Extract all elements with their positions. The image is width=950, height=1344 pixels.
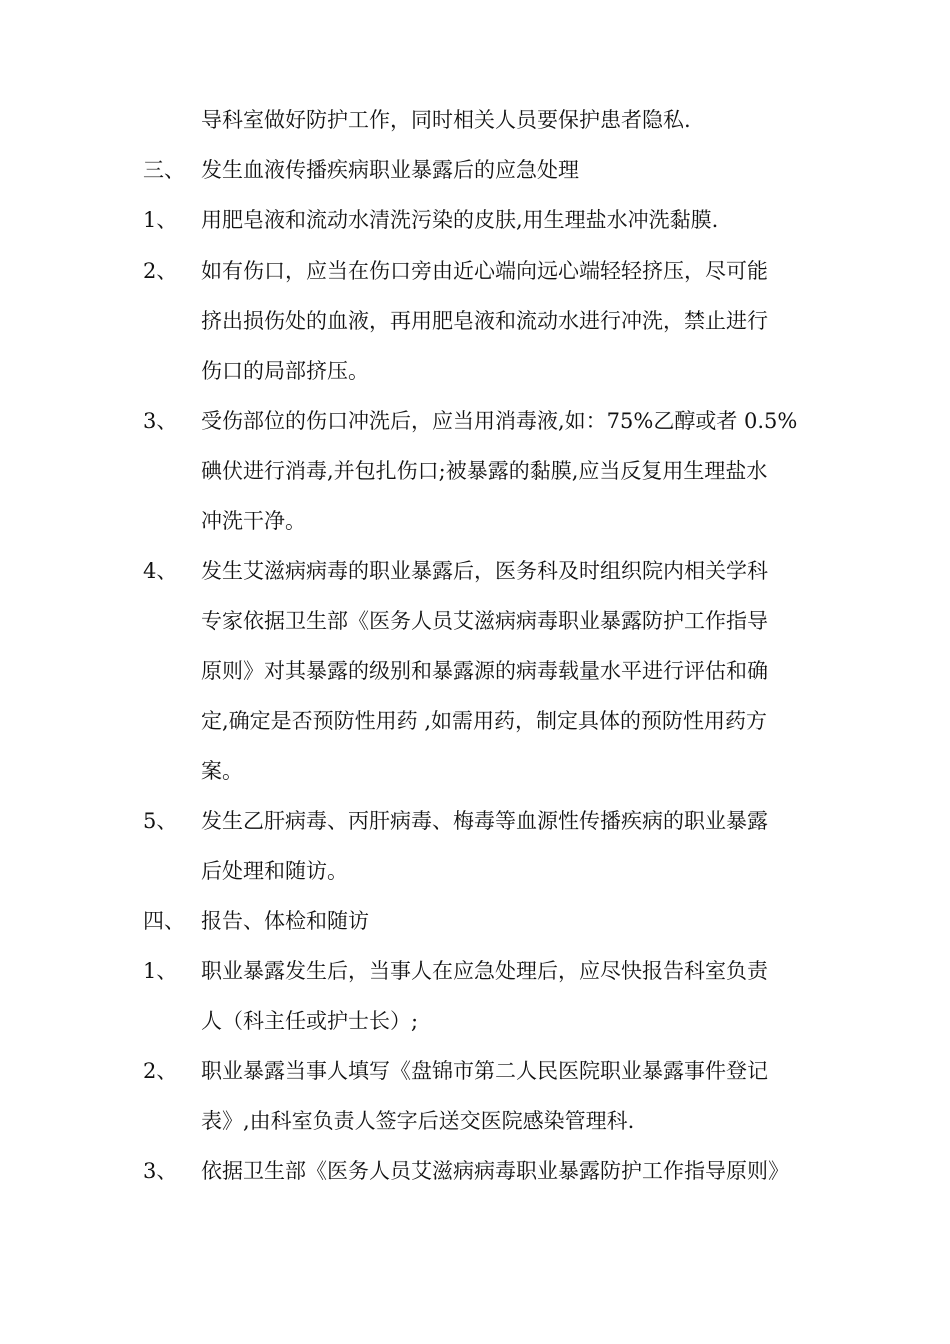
- list-marker: [143, 601, 203, 641]
- list-marker: [143, 851, 203, 891]
- list-item: [0, 551, 950, 591]
- list-item: [0, 251, 950, 291]
- list-item: [0, 200, 950, 240]
- list-marker: [143, 1101, 203, 1141]
- list-marker: 2、: [143, 259, 178, 283]
- list-item: [0, 1151, 950, 1191]
- section-heading: [0, 901, 950, 941]
- list-marker: [143, 751, 203, 791]
- list-marker: [143, 651, 203, 691]
- line-text: 案。: [201, 759, 243, 783]
- text-line: [0, 451, 950, 491]
- text-line: [0, 501, 950, 541]
- list-marker: [143, 301, 203, 341]
- list-marker: 2、: [143, 1059, 178, 1083]
- line-text: 伤口的局部挤压。: [201, 359, 369, 383]
- line-text: 如有伤口，应当在伤口旁由近心端向远心端轻轻挤压，尽可能: [201, 259, 768, 283]
- list-item: [0, 401, 950, 441]
- line-text: 用肥皂液和流动水清洗污染的皮肤,用生理盐水冲洗黏膜.: [201, 208, 719, 232]
- line-text: 人（科主任或护士长）;: [201, 1009, 419, 1033]
- text-line: [0, 351, 950, 391]
- text-line: [0, 1101, 950, 1141]
- section-marker: 四、: [143, 909, 185, 933]
- list-marker: [143, 501, 203, 541]
- section-title: 发生血液传播疾病职业暴露后的应急处理: [201, 158, 579, 182]
- line-text: 原则》对其暴露的级别和暴露源的病毒载量水平进行评估和确: [201, 659, 768, 683]
- list-marker: [143, 701, 203, 741]
- line-text: 发生乙肝病毒、丙肝病毒、梅毒等血源性传播疾病的职业暴露: [201, 809, 768, 833]
- section-title: 报告、体检和随访: [201, 909, 369, 933]
- list-marker: [143, 351, 203, 391]
- list-marker: [143, 1001, 203, 1041]
- list-marker: 1、: [143, 208, 178, 232]
- list-marker: [143, 451, 203, 491]
- list-marker: 4、: [143, 559, 178, 583]
- line-text: 专家依据卫生部《医务人员艾滋病病毒职业暴露防护工作指导: [201, 609, 768, 633]
- list-marker: [143, 100, 203, 140]
- line-text: 发生艾滋病病毒的职业暴露后，医务科及时组织院内相关学科: [201, 559, 768, 583]
- line-text: 碘伏进行消毒,并包扎伤口;被暴露的黏膜,应当反复用生理盐水: [201, 459, 768, 483]
- line-text: 受伤部位的伤口冲洗后，应当用消毒液,如：75%乙醇或者 0.5%: [201, 409, 798, 433]
- line-text: 冲洗干净。: [201, 509, 306, 533]
- text-line: [0, 851, 950, 891]
- line-text: 后处理和随访。: [201, 859, 348, 883]
- section-heading: [0, 150, 950, 190]
- text-line: [0, 601, 950, 641]
- text-line: [0, 751, 950, 791]
- list-marker: 5、: [143, 809, 178, 833]
- line-text: 职业暴露发生后，当事人在应急处理后，应尽快报告科室负责: [201, 959, 768, 983]
- list-marker: 3、: [143, 409, 178, 433]
- line-text: 定,确定是否预防性用药 ,如需用药，制定具体的预防性用药方: [201, 709, 768, 733]
- text-line: [0, 301, 950, 341]
- list-marker: 3、: [143, 1159, 178, 1183]
- line-text: 表》,由科室负责人签字后送交医院感染管理科.: [201, 1109, 635, 1133]
- list-item: [0, 951, 950, 991]
- line-text: 挤出损伤处的血液，再用肥皂液和流动水进行冲洗，禁止进行: [201, 309, 768, 333]
- text-line: [0, 100, 950, 140]
- text-line: [0, 651, 950, 691]
- line-text: 依据卫生部《医务人员艾滋病病毒职业暴露防护工作指导原则》: [201, 1159, 789, 1183]
- text-line: [0, 1001, 950, 1041]
- text-line: [0, 701, 950, 741]
- list-item: [0, 1051, 950, 1091]
- list-item: [0, 801, 950, 841]
- line-text: 职业暴露当事人填写《盘锦市第二人民医院职业暴露事件登记: [201, 1059, 768, 1083]
- section-marker: 三、: [143, 158, 185, 182]
- line-text: 导科室做好防护工作，同时相关人员要保护患者隐私.: [201, 108, 691, 132]
- list-marker: 1、: [143, 959, 178, 983]
